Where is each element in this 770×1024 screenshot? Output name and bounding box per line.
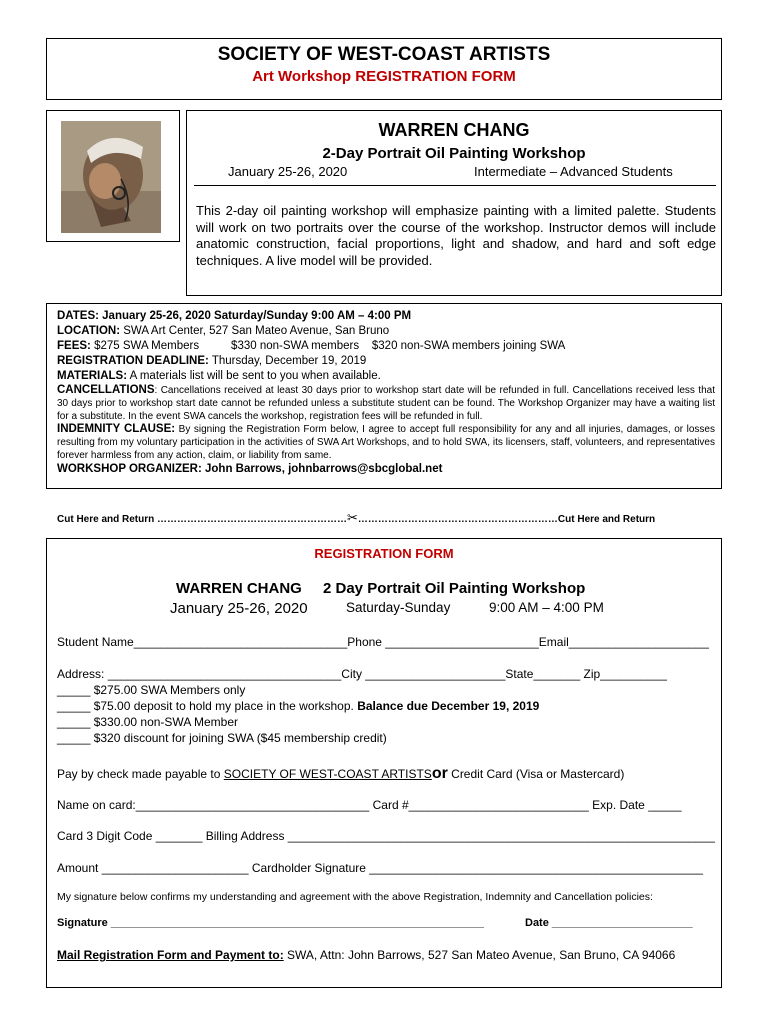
artist-name: WARREN CHANG (378, 120, 530, 140)
form-days: Saturday-Sunday (346, 600, 451, 615)
workshop-level: Intermediate – Advanced Students (474, 164, 673, 179)
confirmation-statement: My signature below confirms my understanding and agreement with the above Registration, Indemnity and Cancellation policies: (57, 891, 653, 903)
workshop-name: 2-Day Portrait Oil Painting Workshop (322, 145, 586, 162)
student-info-fields[interactable]: Student Name________________________________Phone _______________________Email_____________________ (57, 635, 709, 649)
org-title: SOCIETY OF WEST-COAST ARTISTS (217, 44, 551, 65)
form-artist: WARREN CHANG (176, 580, 302, 597)
cut-right-text: ……………………………………………………Cut Here and Return (357, 514, 656, 525)
portrait-frame (46, 110, 180, 242)
option-deposit[interactable]: _____ $75.00 deposit to hold my place in the workshop. Balance due December 19, 2019 (57, 699, 540, 713)
amount-signature-fields[interactable]: Amount ______________________ Cardholder Signature __________________________________________________ (57, 861, 703, 875)
date-field[interactable]: Date _______________________ (525, 917, 693, 929)
workshop-divider (194, 185, 716, 186)
form-subtitle: Art Workshop REGISTRATION FORM (252, 68, 516, 85)
scissors-icon: ✂ (347, 510, 358, 525)
payee-name: SOCIETY OF WEST-COAST ARTISTS (223, 767, 432, 781)
location-line: LOCATION: SWA Art Center, 527 San Mateo Avenue, San Bruno (57, 325, 390, 337)
signature-field[interactable]: Signature _____________________________________________________________ (57, 917, 484, 929)
cut-line (57, 510, 717, 526)
form-workshop: 2 Day Portrait Oil Painting Workshop (323, 580, 586, 597)
cut-left-text: Cut Here and Return ………………………………………………… (57, 514, 348, 525)
option-join-discount[interactable]: _____ $320 discount for joining SWA ($45 membership credit) (57, 731, 387, 745)
option-non-member[interactable]: _____ $330.00 non-SWA Member (57, 715, 239, 729)
materials-line: MATERIALS: A materials list will be sent to you when available. (57, 370, 381, 382)
dates-line: DATES: January 25-26, 2020 Saturday/Sunday 9:00 AM – 4:00 PM (57, 310, 412, 322)
form-date: January 25-26, 2020 (170, 600, 308, 617)
address-fields[interactable]: Address: ___________________________________City _____________________State_______ Zip__________ (57, 667, 667, 681)
cancellations-text: CANCELLATIONS: Cancellations received at least 30 days prior to workshop start date will be refunded in full. Cancellations received less that 30 days prior to workshop start date cannot be refunded unless a substitute student can be found. The Workshop Organizer may have a waiting list for a substitute. In the event SWA cancels the workshop, registration fees will be refunded in full. (57, 384, 715, 422)
billing-fields[interactable]: Card 3 Digit Code _______ Billing Address ________________________________________________________________ (57, 829, 715, 843)
payment-instructions: Pay by check made payable to SOCIETY OF WEST-COAST ARTISTSor Credit Card (Visa or Mastercard) (57, 765, 625, 782)
indemnity-text: INDEMNITY CLAUSE: By signing the Registration Form below, I agree to accept full responsibility for any and all injuries, damages, or losses resulting from my voluntary participation in the activities of SWA Art Workshops, and to hold SWA, its licensers, staff, volunteers, and representatives forever harmless from any action, claim, or liability from same. (57, 423, 715, 461)
details-content (57, 309, 715, 477)
portrait-painting (61, 121, 161, 233)
organizer-line: WORKSHOP ORGANIZER: John Barrows, johnbarrows@sbcglobal.net (57, 463, 443, 475)
deadline-line: REGISTRATION DEADLINE: Thursday, December 19, 2019 (57, 355, 367, 367)
fees-line: FEES: $275 SWA Members $330 non-SWA members $320 non-SWA members joining SWA (57, 340, 566, 352)
card-name-fields[interactable]: Name on card:___________________________________ Card #___________________________ Exp. Date _____ (57, 798, 682, 812)
workshop-description: This 2-day oil painting workshop will emphasize painting with a limited palette. Students will work on two portraits over the course of the workshop. Instructor demos will include anatomic construction, facial proportions, light and shadow, and hard and soft edge techniques. A live model will be provided. (196, 203, 716, 268)
mail-instructions: Mail Registration Form and Payment to: SWA, Attn: John Barrows, 527 San Mateo Avenue, San Bruno, CA 94066 (57, 948, 676, 962)
balance-due: Balance due December 19, 2019 (357, 699, 540, 713)
form-time: 9:00 AM – 4:00 PM (489, 600, 604, 615)
registration-form-title: REGISTRATION FORM (314, 546, 454, 561)
option-swa-member[interactable]: _____ $275.00 SWA Members only (57, 683, 246, 697)
workshop-date: January 25-26, 2020 (228, 164, 348, 179)
